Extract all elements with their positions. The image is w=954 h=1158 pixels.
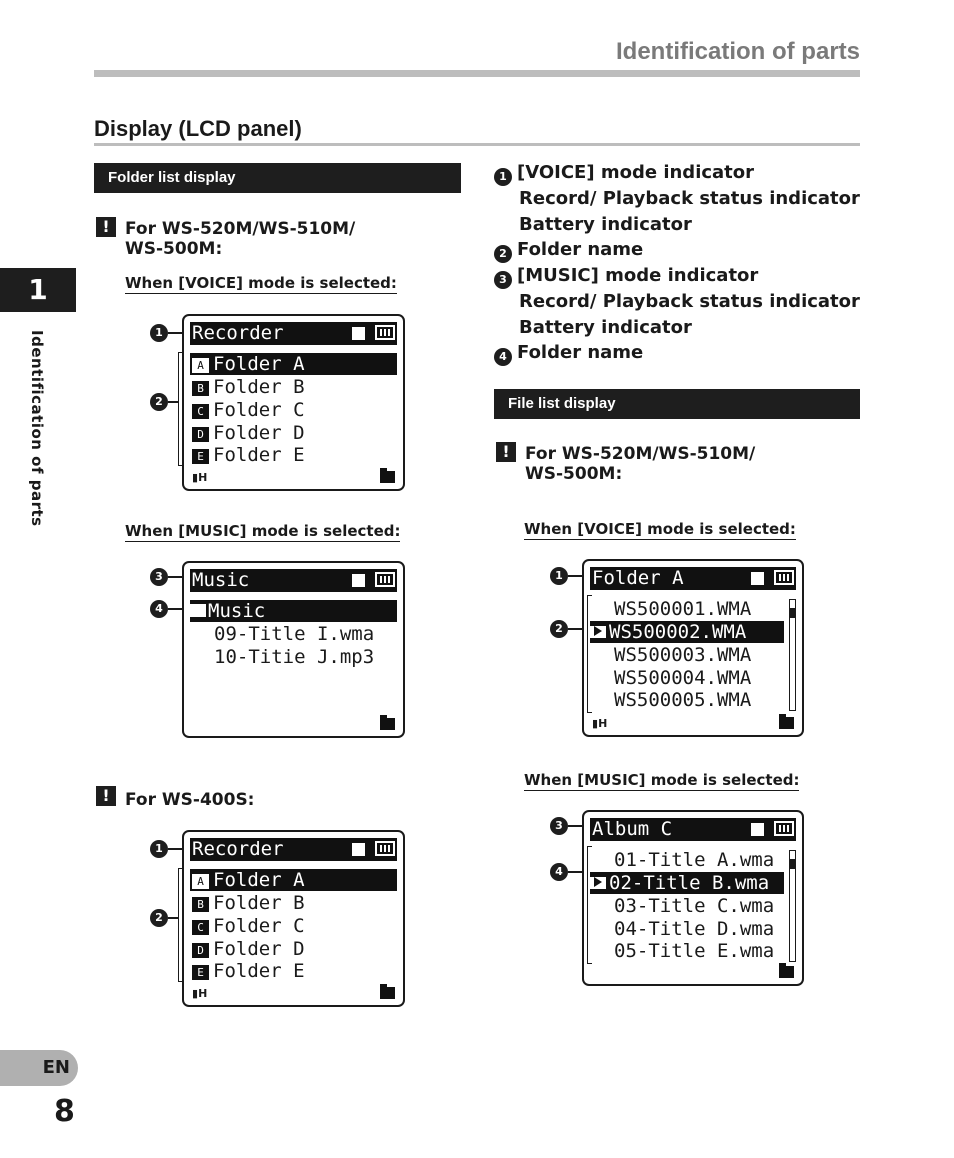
- lcd-title-text: Recorder: [192, 322, 284, 344]
- callout-4: 4: [550, 863, 568, 881]
- folder-icon: A: [192, 358, 209, 373]
- callout-4: 4: [494, 348, 512, 366]
- folder-icon: E: [192, 965, 209, 980]
- lcd-file-music: [582, 810, 804, 986]
- lcd-row: [190, 938, 397, 960]
- lcd-row: [190, 399, 397, 421]
- lcd-folder-ws400s: [182, 830, 405, 1007]
- language-tab: EN: [0, 1050, 78, 1086]
- play-icon: [590, 877, 606, 889]
- lcd-row: [190, 892, 397, 914]
- lcd-title-bar: [190, 838, 397, 861]
- stop-icon: [751, 572, 764, 585]
- lcd-row: [590, 621, 784, 643]
- lcd-row: [190, 960, 397, 982]
- lcd-row-text: Folder A: [213, 869, 305, 891]
- battery-icon: [774, 570, 794, 585]
- callout-leader: [168, 917, 178, 919]
- folder-status-icon: [779, 717, 794, 729]
- model-note-line: WS-500M:: [125, 239, 223, 259]
- lcd-title-bar: [190, 322, 397, 345]
- lcd-row: [190, 869, 397, 891]
- model-note-a: [525, 444, 755, 484]
- callout-2: 2: [150, 393, 168, 411]
- callout-leader: [168, 401, 178, 403]
- folder-icon: [190, 604, 206, 617]
- indicator-item: [494, 237, 864, 263]
- lcd-row: 09-Title I.wma: [214, 623, 375, 645]
- lcd-title-text: Album C: [592, 818, 673, 840]
- lcd-row-text: Folder E: [213, 444, 305, 466]
- lcd-folder-music: [182, 561, 405, 738]
- folder-icon: A: [192, 874, 209, 889]
- lcd-row-text: Folder D: [213, 422, 305, 444]
- chapter-side-label: Identification of parts: [28, 330, 46, 527]
- lcd-folder-voice: [182, 314, 405, 491]
- lcd-row: WS500004.WMA: [614, 667, 752, 689]
- when-music-label: When [MUSIC] mode is selected:: [524, 771, 800, 789]
- lcd-row: 01-Title A.wma: [614, 849, 775, 871]
- folder-status-icon: [380, 987, 395, 999]
- battery-icon: [375, 572, 395, 587]
- lcd-row-text: WS500002.WMA: [609, 621, 747, 643]
- indicator-text: Folder name: [517, 239, 644, 260]
- lcd-row-text: Folder B: [213, 376, 305, 398]
- battery-icon: [375, 841, 395, 856]
- folder-status-icon: [779, 966, 794, 978]
- lcd-row: [190, 422, 397, 444]
- model-note-line: For WS-520M/WS-510M/: [125, 219, 356, 239]
- indicator-item: [494, 263, 864, 289]
- model-note-b: For WS-400S:: [125, 790, 255, 810]
- folder-icon: E: [192, 449, 209, 464]
- callout-1: 1: [494, 168, 512, 186]
- header-rule: [94, 70, 860, 77]
- when-voice-label: When [VOICE] mode is selected:: [524, 520, 796, 538]
- battery-icon: [774, 821, 794, 836]
- lcd-row: [190, 600, 397, 622]
- folder-list-heading: Folder list display: [94, 163, 461, 193]
- indicator-text: [MUSIC] mode indicator: [517, 265, 759, 286]
- stop-icon: [352, 843, 365, 856]
- caution-icon: !: [496, 442, 516, 462]
- indicator-item: Record/ Playback status indicator: [519, 291, 860, 312]
- indicator-list: [494, 160, 864, 366]
- lcd-row-text: Folder B: [213, 892, 305, 914]
- page-number: 8: [54, 1094, 75, 1129]
- folder-icon: C: [192, 404, 209, 419]
- when-music-label: When [MUSIC] mode is selected:: [125, 522, 401, 540]
- lcd-row-text: Folder D: [213, 938, 305, 960]
- lcd-row: 03-Title C.wma: [614, 895, 775, 917]
- folder-icon: B: [192, 897, 209, 912]
- mic-sensitivity-icon: ▮H: [592, 717, 608, 730]
- section-rule: [94, 143, 860, 146]
- model-note-a: [125, 219, 355, 259]
- lcd-file-voice: [582, 559, 804, 737]
- indicator-item: Battery indicator: [519, 316, 692, 338]
- lcd-row: 10-Titie J.mp3: [214, 646, 375, 668]
- lcd-row: [190, 915, 397, 937]
- indicator-text: Folder name: [517, 342, 644, 363]
- scrollbar: [789, 599, 796, 711]
- callout-4: 4: [150, 600, 168, 618]
- file-list-heading: File list display: [494, 389, 860, 419]
- model-note-line: WS-500M:: [525, 464, 623, 484]
- model-note-line: For WS-520M/WS-510M/: [525, 444, 756, 464]
- callout-1: 1: [150, 840, 168, 858]
- lcd-title-bar: [590, 567, 796, 590]
- callout-3: 3: [550, 817, 568, 835]
- folder-icon: C: [192, 920, 209, 935]
- folder-status-icon: [380, 471, 395, 483]
- lcd-row: [190, 353, 397, 375]
- when-voice-label: When [VOICE] mode is selected:: [125, 274, 397, 292]
- lcd-row-text: Music: [208, 600, 266, 622]
- lcd-title-text: Folder A: [592, 567, 684, 589]
- indicator-item: Battery indicator: [519, 213, 692, 235]
- chapter-number-tab: 1: [0, 268, 76, 312]
- stop-icon: [751, 823, 764, 836]
- callout-1: 1: [550, 567, 568, 585]
- page-header-title: Identification of parts: [615, 38, 860, 65]
- lcd-row-text: Folder A: [213, 353, 305, 375]
- indicator-item: Record/ Playback status indicator: [519, 188, 860, 209]
- lcd-title-bar: [590, 818, 796, 841]
- lcd-row: WS500003.WMA: [614, 644, 752, 666]
- indicator-text: [VOICE] mode indicator: [517, 162, 755, 183]
- mic-sensitivity-icon: ▮H: [192, 471, 208, 484]
- mic-sensitivity-icon: ▮H: [192, 987, 208, 1000]
- callout-2: 2: [494, 245, 512, 263]
- folder-icon: D: [192, 943, 209, 958]
- callout-2: 2: [550, 620, 568, 638]
- folder-icon: B: [192, 381, 209, 396]
- lcd-row-text: Folder C: [213, 399, 305, 421]
- callout-3: 3: [494, 271, 512, 289]
- lcd-row: WS500001.WMA: [614, 598, 752, 620]
- battery-icon: [375, 325, 395, 340]
- lcd-row: WS500005.WMA: [614, 689, 752, 711]
- folder-icon: D: [192, 427, 209, 442]
- caution-icon: !: [96, 217, 116, 237]
- callout-3: 3: [150, 568, 168, 586]
- lcd-title-text: Music: [192, 569, 250, 591]
- stop-icon: [352, 327, 365, 340]
- lcd-row: [190, 376, 397, 398]
- lcd-row-text: Folder E: [213, 960, 305, 982]
- lcd-row-text: 02-Title B.wma: [609, 872, 770, 894]
- lcd-row: 04-Title D.wma: [614, 918, 775, 940]
- play-icon: [590, 626, 606, 638]
- indicator-item: [494, 160, 864, 186]
- scrollbar: [789, 850, 796, 962]
- lcd-title-text: Recorder: [192, 838, 284, 860]
- callout-2: 2: [150, 909, 168, 927]
- lcd-title-bar: [190, 569, 397, 592]
- indicator-item: [494, 340, 864, 366]
- callout-1: 1: [150, 324, 168, 342]
- lcd-row-text: Folder C: [213, 915, 305, 937]
- lcd-row: [590, 872, 784, 894]
- lcd-row: [190, 444, 397, 466]
- folder-status-icon: [380, 718, 395, 730]
- caution-icon: !: [96, 786, 116, 806]
- section-title: Display (LCD panel): [94, 116, 302, 141]
- lcd-row: 05-Title E.wma: [614, 940, 775, 962]
- stop-icon: [352, 574, 365, 587]
